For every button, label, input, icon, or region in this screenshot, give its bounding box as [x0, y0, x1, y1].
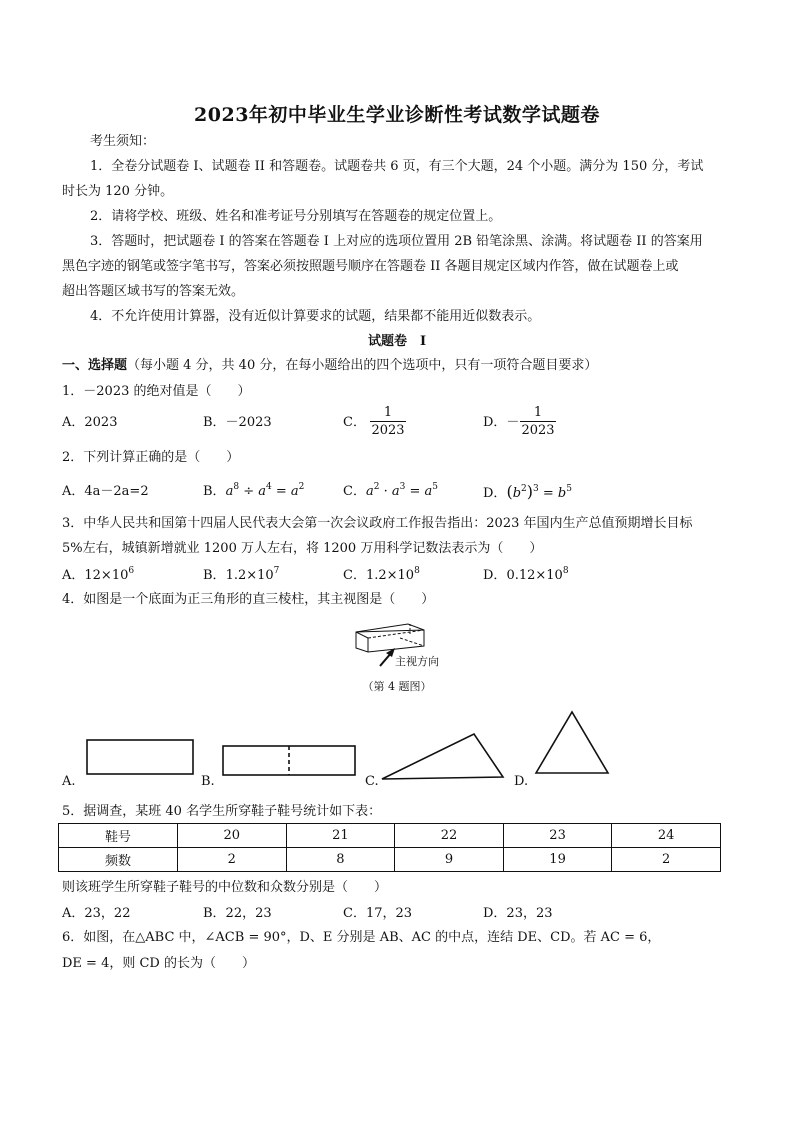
page-title: 2023年初中毕业生学业诊断性考试数学试题卷 [194, 104, 600, 126]
notice-item-3-cont2: 超出答题区域书写的答案无效。 [62, 284, 245, 299]
q1-option-d-label: D．－ [483, 415, 520, 430]
table-cell: 19 [503, 848, 612, 872]
table-cell: 频数 [59, 848, 178, 872]
q4-option-d-shape [536, 712, 608, 773]
q5-option-a: A．23，22 [62, 906, 131, 921]
q4-option-a-label: A. [62, 774, 76, 789]
fraction-bar [520, 421, 556, 422]
section-heading-rest: （每小题 4 分，共 40 分，在每小题给出的四个选项中，只有一项符合题目要求） [127, 358, 598, 373]
table-cell: 22 [395, 824, 504, 848]
table-cell: 23 [503, 824, 612, 848]
q2-option-c: C．$a^2 \cdot a^3 = a^5$ [343, 482, 439, 499]
q1-d-numerator: 1 [533, 405, 543, 420]
table-cell: 9 [395, 848, 504, 872]
notice-heading: 考生须知： [90, 134, 156, 149]
q1-stem: 1．－2023 的绝对值是（ ） [62, 384, 251, 399]
q2-option-a: A．4a－2a=2 [62, 484, 149, 499]
q6-stem-line2: DE = 4，则 CD 的长为（ ） [62, 956, 255, 971]
q5-question: 则该班学生所穿鞋子鞋号的中位数和众数分别是（ ） [62, 880, 388, 895]
table-cell: 21 [286, 824, 395, 848]
q3-option-a: A．$12\times 10^6$ [62, 566, 135, 583]
q4-option-d-label: D. [514, 774, 529, 789]
q1-option-c-label: C． [343, 415, 366, 430]
table-cell: 8 [286, 848, 395, 872]
table-cell: 2 [178, 848, 287, 872]
table-row [59, 848, 721, 872]
q1-c-numerator: 1 [383, 405, 393, 420]
q2-option-d: D．$(b^2)^3 = b^5$ [483, 482, 572, 501]
q2-stem: 2．下列计算正确的是（ ） [62, 450, 240, 465]
q1-d-denominator: 2023 [521, 423, 555, 438]
q3-option-b: B．$1.2\times 10^7$ [203, 566, 280, 583]
q5-option-b: B．22，23 [203, 906, 272, 921]
table-cell: 20 [178, 824, 287, 848]
q4-figure-caption: （第 4 题图） [362, 680, 432, 693]
q1-option-a: A．2023 [62, 415, 118, 430]
q4-option-b-label: B. [201, 774, 215, 789]
q3-stem-line2: 5%左右，城镇新增就业 1200 万人左右，将 1200 万用科学记数法表示为（ ） [62, 541, 543, 556]
q3-option-d: D．$0.12\times 10^8$ [483, 566, 569, 583]
notice-item-3-cont: 黑色字迹的钢笔或签字笔书写，答案必须按照题号顺序在答题卷 II 各题目规定区域内作答，做在试题卷上或 [62, 259, 679, 274]
q4-arrow-label: 主视方向 [395, 655, 439, 668]
notice-item-4: 4．不允许使用计算器，没有近似计算要求的试题，结果都不能用近似数表示。 [90, 309, 541, 324]
notice-item-1: 1．全卷分试题卷 I、试题卷 II 和答题卷。试题卷共 6 页，有三个大题，24 个小题。满分为 150 分，考试 [90, 159, 704, 174]
q3-stem-line1: 3．中华人民共和国第十四届人民代表大会第一次会议政府工作报告指出：2023 年国内生产总值预期增长目标 [62, 516, 693, 531]
q4-option-c-shape [382, 734, 503, 779]
q5-option-c: C．17，23 [343, 906, 413, 921]
q1-option-d-fraction [520, 405, 556, 438]
q4-option-a-shape [87, 740, 193, 774]
table-cell: 24 [612, 824, 721, 848]
notice-item-3: 3．答题时，把试题卷 I 的答案在答题卷 I 上对应的选项位置用 2B 铅笔涂黑、涂满。将试题卷 II 的答案用 [90, 234, 703, 249]
section-heading-bold: 一、选择题 [62, 358, 128, 373]
section-heading [62, 358, 597, 374]
q4-options-figures [60, 705, 620, 790]
notice-item-2: 2．请将学校、班级、姓名和准考证号分别填写在答题卷的规定位置上。 [90, 209, 502, 224]
q5-option-d: D．23，23 [483, 906, 553, 921]
q4-option-c-label: C. [365, 774, 379, 789]
notice-item-1-cont: 时长为 120 分钟。 [62, 184, 174, 199]
q1-option-c-fraction [370, 405, 406, 438]
q1-c-denominator: 2023 [371, 423, 405, 438]
q2-option-b: B．$a^8 \div a^4 = a^2$ [203, 482, 305, 499]
fraction-bar [370, 421, 406, 422]
q5-table [58, 823, 721, 872]
table-cell: 鞋号 [59, 824, 178, 848]
q6-stem-line1: 6．如图，在△ABC 中，∠ACB = 90°，D、E 分别是 AB、AC 的中点，连结 DE、CD。若 AC = 6， [62, 930, 661, 945]
q4-stem: 4．如图是一个底面为正三角形的直三棱柱，其主视图是（ ） [62, 592, 435, 607]
q5-stem: 5．据调查，某班 40 名学生所穿鞋子鞋号统计如下表： [62, 804, 382, 819]
q1-option-b: B．－2023 [203, 415, 272, 430]
table-cell: 2 [612, 848, 721, 872]
table-row [59, 824, 721, 848]
q3-option-c: C．$1.2\times 10^8$ [343, 566, 420, 583]
section-label: 试题卷 I [367, 334, 427, 349]
